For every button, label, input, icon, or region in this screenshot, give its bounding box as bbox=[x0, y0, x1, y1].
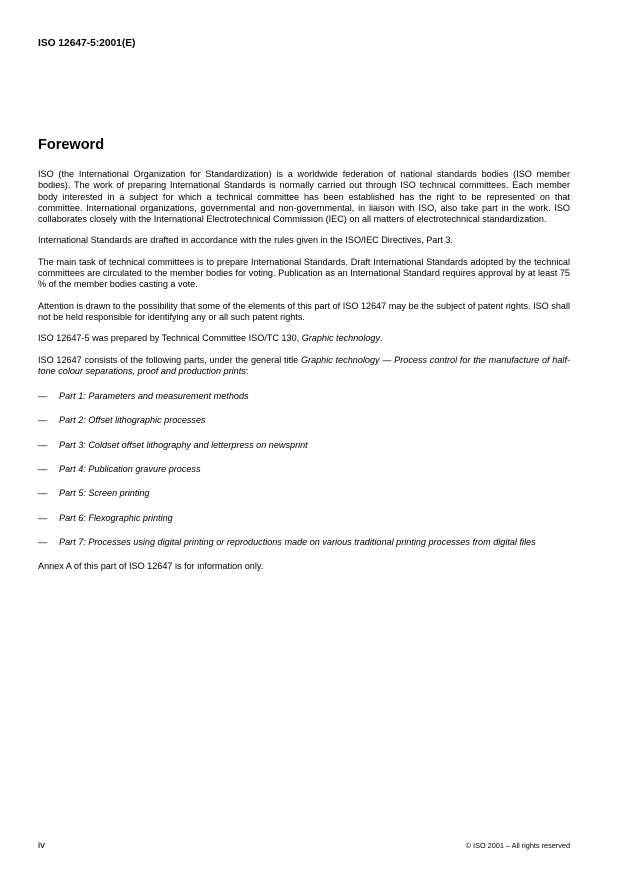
copyright-notice: © ISO 2001 – All rights reserved bbox=[465, 841, 570, 850]
list-dash: — bbox=[38, 488, 48, 499]
paragraph-parts-intro bbox=[38, 355, 570, 378]
list-item-text: Part 2: Offset lithographic processes bbox=[59, 415, 206, 426]
paragraph-patent: Attention is drawn to the possibility that some of the elements of this part of ISO 12647 may be the subject of patent rights. ISO shall not be held responsible for identifying any or all such patent rights. bbox=[38, 300, 570, 322]
committee-title: Graphic technology bbox=[301, 333, 381, 344]
list-item bbox=[38, 488, 570, 499]
page-number: iv bbox=[38, 840, 45, 851]
prepared-by-text: ISO 12647-5 was prepared by Technical Committee ISO/TC 130, bbox=[38, 333, 302, 344]
prepared-by-end: . bbox=[380, 333, 383, 344]
paragraph-annex: Annex A of this part of ISO 12647 is for information only. bbox=[38, 561, 264, 572]
list-item bbox=[38, 440, 570, 451]
list-item-text: Part 6: Flexographic printing bbox=[59, 512, 173, 523]
list-item bbox=[38, 537, 570, 548]
list-dash: — bbox=[38, 439, 48, 450]
list-item bbox=[38, 464, 570, 475]
paragraph-directives: International Standards are drafted in accordance with the rules given in the ISO/IEC Directives, Part 3. bbox=[38, 235, 453, 246]
list-item-text: Part 7: Processes using digital printing or reproductions made on various traditional printing processes from digital files bbox=[59, 536, 536, 547]
list-dash: — bbox=[38, 512, 48, 523]
list-item-text: Part 4: Publication gravure process bbox=[59, 464, 201, 475]
list-item bbox=[38, 513, 570, 524]
paragraph-committees: The main task of technical committees is to prepare International Standards. Draft International Standards adopted by the technical committees are circulated to the member bodies for voting. Publication as an International Standard requires approval by at least 75 % of the member bodies casting a vote. bbox=[38, 256, 570, 290]
paragraph-iso-intro: ISO (the International Organization for Standardization) is a worldwide federation of national standards bodies (ISO member bodies). The work of preparing International Standards is normally carried out through ISO technical committees. Each member body interested in a subject for which a technical committee has been established has the right to be represented on that committee. International organizations, governmental and non-governmental, in liaison with ISO, also take part in the work. ISO collaborates closely with the International Electrotechnical Commission (IEC) on all matters of electrotechnical standardization. bbox=[38, 169, 570, 225]
list-item bbox=[38, 415, 570, 426]
general-title: Graphic technology — Process control for the manufacture of half-tone colour separations, proof and production prints bbox=[38, 354, 570, 376]
parts-intro-text: ISO 12647 consists of the following parts, under the general title bbox=[38, 354, 301, 365]
paragraph-prepared-by bbox=[38, 333, 570, 344]
list-dash: — bbox=[38, 464, 48, 475]
list-dash: — bbox=[38, 536, 48, 547]
foreword-body bbox=[38, 169, 570, 583]
list-dash: — bbox=[38, 415, 48, 426]
list-dash: — bbox=[38, 391, 48, 402]
list-item-text: Part 1: Parameters and measurement methods bbox=[59, 391, 249, 402]
parts-intro-end: : bbox=[245, 365, 249, 376]
list-item-text: Part 3: Coldset offset lithography and letterpress on newsprint bbox=[59, 439, 308, 450]
page-title: Foreword bbox=[38, 137, 105, 153]
list-item bbox=[38, 391, 570, 402]
document-id: ISO 12647-5:2001(E) bbox=[38, 38, 136, 49]
parts-list bbox=[38, 391, 570, 548]
list-item-text: Part 5: Screen printing bbox=[59, 488, 150, 499]
